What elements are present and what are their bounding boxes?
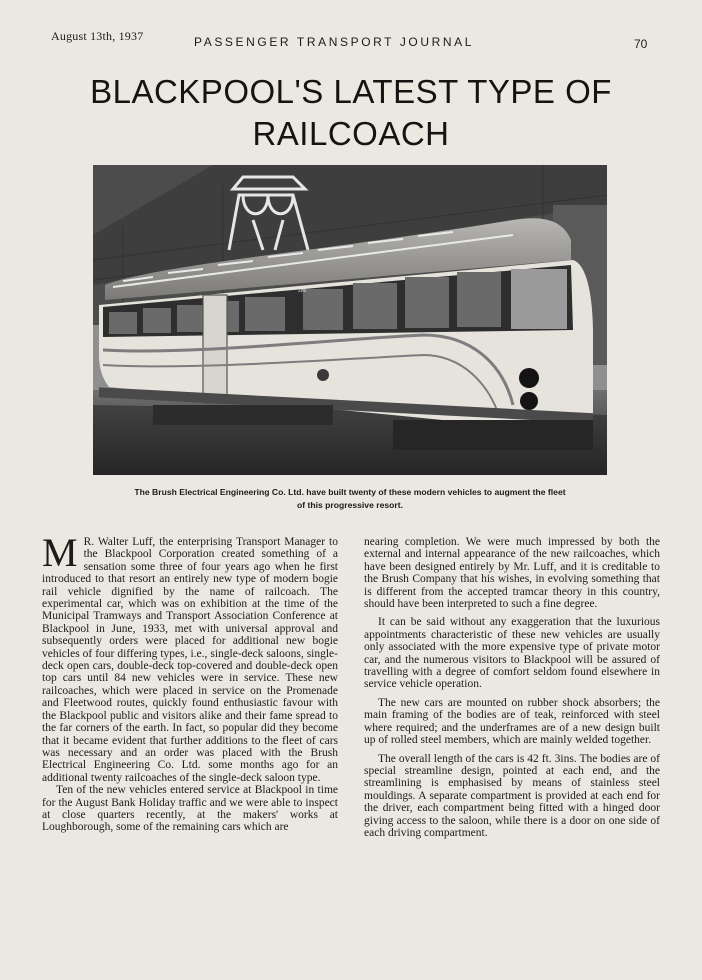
body-column-right: [364, 536, 660, 839]
caption-line1: The Brush Electrical Engineering Co. Ltd. have built twenty of these modern vehicles to augment the fleet: [134, 487, 566, 497]
article-paragraph: It can be said without any exaggeration that the luxurious appointments characteristic of these new vehicles are usually only associated with the more expensive type of private motor car, and the numerous visitors to Blackpool will be assured of travelling with a degree of comfort seldom found elsewhere in service vehicle operation.: [364, 616, 660, 691]
article-title-line1: BLACKPOOL'S LATEST TYPE OF: [90, 73, 612, 110]
drop-cap: M: [42, 530, 78, 575]
article-paragraph: nearing completion. We were much impressed by both the external and internal appearance of the new railcoaches, which have been designed entirely by Mr. Luff, and it is creditable to the Brush Company that his wishes, in evolving something that is different from the accepted tramcar theory in this country, should have been interpreted to such a fine degree.: [364, 536, 660, 611]
photo-caption: [93, 486, 607, 511]
caption-line2: of this progressive resort.: [296, 499, 404, 510]
railcoach-photo: [93, 165, 607, 475]
article-paragraph: M R. Walter Luff, the enterprising Transport Manager to the Blackpool Corporation created something of a sensation some three of four years ago when he first introduced to that resort an entirely new type of modern bogie rail vehicle dignified by the name of railcoach. The experimental car, which was on exhibition at the time of the Municipal Tramways and Transport Association Conference at Blackpool in June, 1933, met with universal approval and subsequently orders were placed for additional new bogie vehicles of four differing types, i.e., single-deck saloons, single-deck open cars, double-deck top-covered and double-deck open top cars until 84 new vehicles were in service. These new railcoaches, which were placed in service on the Promenade and Fleetwood routes, quickly found enthusiastic favour with the Blackpool public and visitors alike and their fame spread to the far corners of the earth. In fact, so popular did they become that it became evident that further additions to the fleet of cars was necessary and an order was placed with the Brush Electrical Engineering Co. Ltd. some months ago for an additional twenty railcoaches of the single-deck saloon type.: [42, 530, 338, 784]
page-number: 70: [634, 37, 648, 51]
article-title-line2: RAILCOACH: [252, 115, 450, 152]
article-paragraph: The new cars are mounted on rubber shock absorbers; the main framing of the bodies are of teak, reinforced with steel where required; and the underframes are of a new design built up of rolled steel members, which are mainly welded together.: [364, 696, 660, 747]
article-paragraph: Ten of the new vehicles entered service at Blackpool in time for the August Bank Holiday traffic and we were able to inspect at close quarters recently, at the makers' works at Loughborough, some of the remaining cars which are: [42, 784, 338, 834]
body-column-left: [42, 530, 338, 834]
issue-date: August 13th, 1937: [51, 29, 144, 43]
article-paragraph: The overall length of the cars is 42 ft. 3ins. The bodies are of special streamline design, pointed at each end, and the streamlining is emphasised by means of stainless steel mouldings. A separate compartment is provided at each end for the driver, each compartment being fitted with a hinged door giving access to the saloon, while there is a door on one side of each driving compartment.: [364, 752, 660, 839]
car-number-label: 286: [298, 288, 307, 294]
journal-name: PASSENGER TRANSPORT JOURNAL: [194, 35, 475, 49]
